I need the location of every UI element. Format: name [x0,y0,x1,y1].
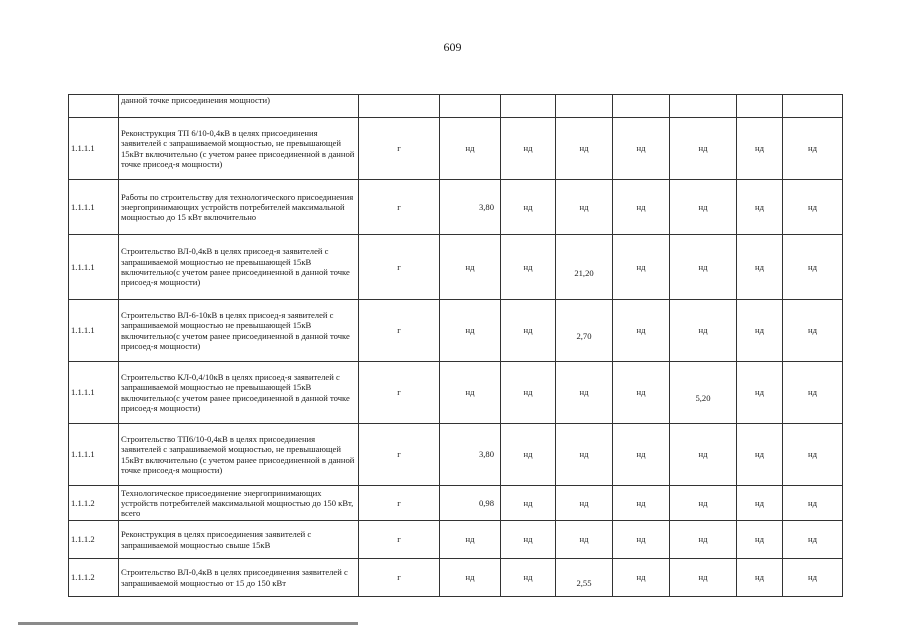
value-cell [556,95,613,118]
row-unit: г [359,300,440,362]
value-cell: нд [783,118,843,180]
value-cell: нд [440,521,501,559]
row-number [69,95,119,118]
table-row [69,559,843,597]
scan-artifact-line [18,622,358,625]
table-body [69,95,843,597]
value-cell: нд [613,486,670,521]
value-cell: 21,20 [556,235,613,300]
row-description: Реконструкция ТП 6/10-0,4кВ в целях присоединения заявителей с запрашиваемой мощностью, не превышающей 15кВт включительно (с учетом ранее присоединенной в данной точке присоед-я мощности) [119,118,359,180]
value-cell: нд [501,300,556,362]
table-row [69,521,843,559]
value-cell: нд [613,424,670,486]
row-number: 1.1.1.1 [69,118,119,180]
value-cell [501,95,556,118]
value-cell: нд [613,521,670,559]
row-number: 1.1.1.2 [69,559,119,597]
row-unit: г [359,486,440,521]
value-cell: нд [737,362,783,424]
value-cell: нд [440,362,501,424]
value-cell: нд [440,235,501,300]
row-number: 1.1.1.1 [69,180,119,235]
value-cell: нд [613,300,670,362]
value-cell: нд [670,559,737,597]
value-cell: нд [783,362,843,424]
value-cell: нд [783,300,843,362]
value-cell: нд [501,521,556,559]
row-unit: г [359,559,440,597]
row-number: 1.1.1.1 [69,300,119,362]
value-cell [440,95,501,118]
value-cell: 2,55 [556,559,613,597]
value-cell: нд [440,118,501,180]
value-cell: нд [737,300,783,362]
value-cell: нд [556,362,613,424]
value-cell: нд [556,180,613,235]
value-cell: нд [501,424,556,486]
row-unit: г [359,118,440,180]
value-cell: 2,70 [556,300,613,362]
row-number: 1.1.1.2 [69,521,119,559]
value-cell: нд [501,559,556,597]
row-description: Строительство ВЛ-6-10кВ в целях присоед-я заявителей с запрашиваемой мощностью не превышающей 15кВ включительно(с учетом ранее присоединенной в данной точке присоед-я мощности) [119,300,359,362]
value-cell: нд [613,559,670,597]
row-unit: г [359,521,440,559]
row-number: 1.1.1.1 [69,424,119,486]
value-cell: нд [737,486,783,521]
value-cell: нд [670,521,737,559]
table-row [69,180,843,235]
value-cell: нд [501,362,556,424]
value-cell: нд [556,118,613,180]
page-number: 609 [443,40,462,54]
value-cell [613,95,670,118]
row-description: Строительство ВЛ-0,4кВ в целях присоед-я заявителей с запрашиваемой мощностью не превышающей 15кВ включительно(с учетом ранее присоединенной в данной точке присоед-я мощности) [119,235,359,300]
value-cell: нд [670,300,737,362]
value-cell: нд [556,424,613,486]
value-cell: нд [783,235,843,300]
value-cell: нд [737,118,783,180]
value-cell: нд [670,486,737,521]
value-cell: нд [556,521,613,559]
row-unit: г [359,424,440,486]
row-unit: г [359,180,440,235]
value-cell: 5,20 [670,362,737,424]
row-description: данной точке присоединения мощности) [119,95,359,118]
row-description: Технологическое присоединение энергопринимающих устройств потребителей максимальной мощностью до 150 кВт, всего [119,486,359,521]
value-cell: нд [440,300,501,362]
row-description: Строительство КЛ-0,4/10кВ в целях присоед-я заявителей с запрашиваемой мощностью не превышающей 15кВ включительно(с учетом ранее присоединенной в данной точке присоед-я мощности) [119,362,359,424]
row-number: 1.1.1.2 [69,486,119,521]
value-cell: нд [613,118,670,180]
table-row [69,118,843,180]
value-cell: нд [670,424,737,486]
row-description: Работы по строительству для технологического присоединения энергопринимающих устройств потребителей максимальной мощностью до 15 кВт включительно [119,180,359,235]
value-cell: нд [670,180,737,235]
value-cell: нд [501,180,556,235]
table-row [69,235,843,300]
row-unit [359,95,440,118]
value-cell: нд [501,486,556,521]
value-cell: нд [737,180,783,235]
table-row [69,300,843,362]
table-row [69,486,843,521]
value-cell: нд [501,235,556,300]
value-cell [670,95,737,118]
value-cell: нд [783,521,843,559]
value-cell: 3,80 [440,424,501,486]
value-cell: нд [670,235,737,300]
value-cell: нд [556,486,613,521]
row-description: Реконструкция в целях присоединения заявителей с запрашиваемой мощностью свыше 15кВ [119,521,359,559]
row-number: 1.1.1.1 [69,235,119,300]
row-unit: г [359,235,440,300]
value-cell: 3,80 [440,180,501,235]
value-cell: нд [613,235,670,300]
value-cell: нд [613,180,670,235]
value-cell: нд [670,118,737,180]
value-cell: нд [783,180,843,235]
row-number: 1.1.1.1 [69,362,119,424]
investment-table [68,94,843,597]
value-cell: нд [440,559,501,597]
value-cell: нд [737,521,783,559]
table-row [69,424,843,486]
value-cell: нд [501,118,556,180]
value-cell: нд [783,424,843,486]
row-description: Строительство ТП6/10-0,4кВ в целях присоединения заявителей с запрашиваемой мощностью, не превышающей 15кВт включительно (с учетом ранее присоединенной в данной точке присоед-я мощности) [119,424,359,486]
value-cell: нд [783,559,843,597]
value-cell: нд [737,559,783,597]
value-cell [737,95,783,118]
table-row [69,95,843,118]
value-cell: нд [737,424,783,486]
row-description: Строительство ВЛ-0,4кВ в целях присоединения заявителей с запрашиваемой мощностью от 15 до 150 кВт [119,559,359,597]
value-cell [783,95,843,118]
table-row [69,362,843,424]
value-cell: нд [737,235,783,300]
value-cell: 0,98 [440,486,501,521]
row-unit: г [359,362,440,424]
value-cell: нд [613,362,670,424]
value-cell: нд [783,486,843,521]
